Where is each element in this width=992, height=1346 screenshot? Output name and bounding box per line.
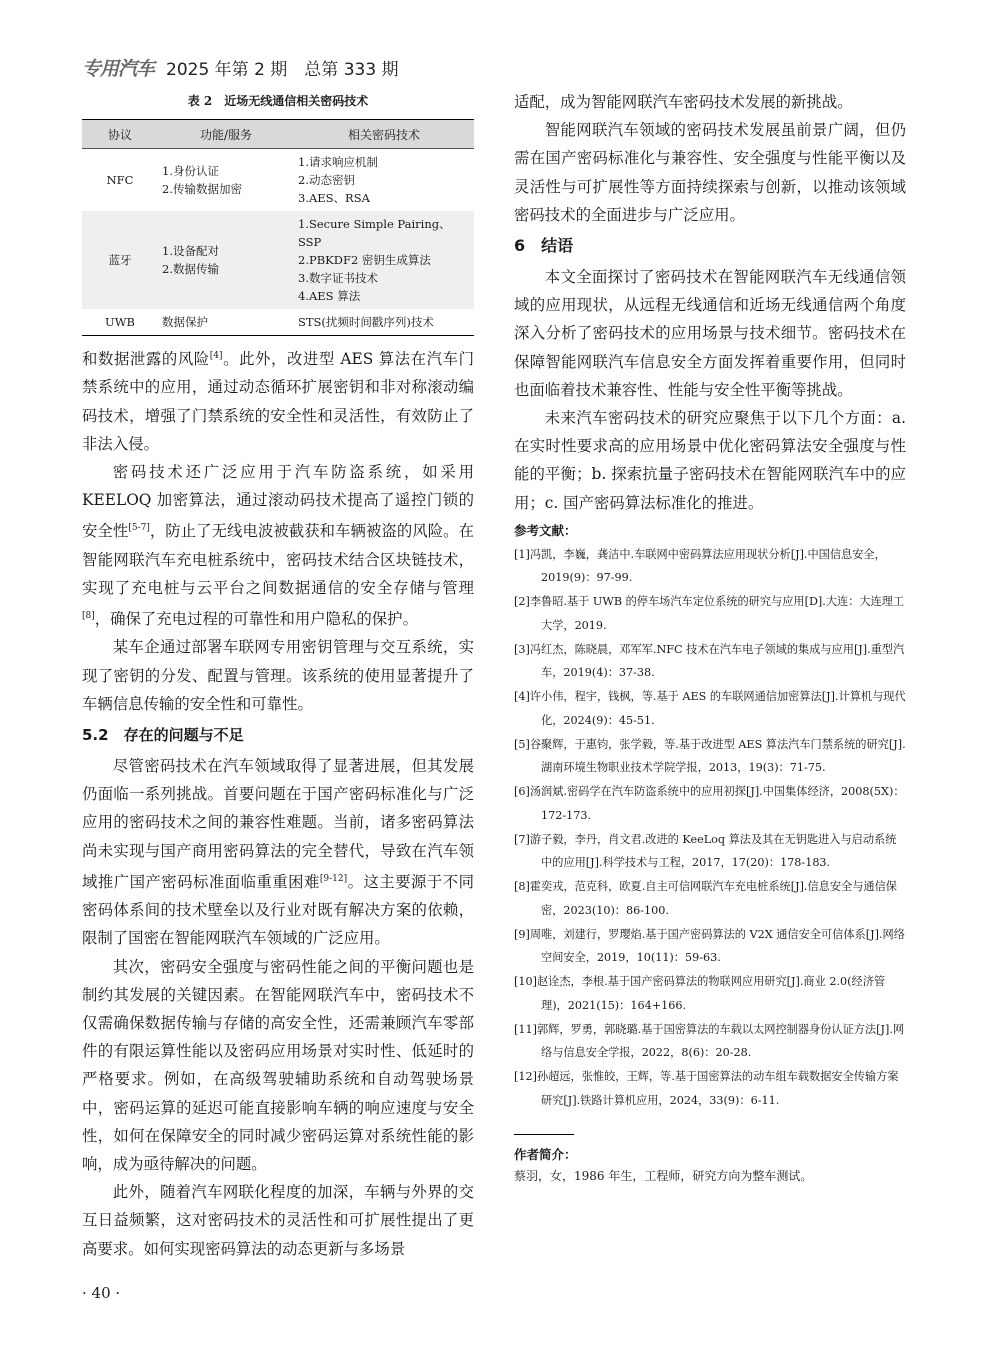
protocol-cell: NFC — [106, 173, 134, 187]
section-heading: 5.2 存在的问题与不足 — [82, 726, 244, 745]
table-header-row — [82, 120, 474, 149]
reference-item: [10]赵诠杰，李根.基于国产密码算法的物联网应用研究[J].商业 2.0(经济管理)，2021(15)：164+166. — [514, 975, 886, 1012]
tech-item: 2.PBKDF2 密钥生成算法 — [298, 253, 431, 267]
page-number: · 40 · — [82, 1284, 121, 1302]
reference-item: [1]冯凯，李巍，龚洁中.车联网中密码算法应用现状分析[J].中国信息安全，2019(9)：97-99. — [514, 547, 886, 585]
function-item: 1.身份认证 — [162, 164, 219, 178]
reference-item: [11]郭辉，罗勇，郭晓璐.基于国密算法的车载以太网控制器身份认证方法[J].网络与信息安全学报，2022，8(6)：20-28. — [514, 1022, 905, 1060]
function-item: 数据保护 — [162, 315, 208, 329]
function-item: 2.数据传输 — [162, 262, 219, 276]
paragraph: 未来汽车密码技术的研究应聚焦于以下几个方面：a. 在实时性要求高的应用场景中优化密码算法安全强度与性能的平衡；b. 探索抗量子密码技术在智能网联汽车中的应用；c. 国产密码算法标准化的推进。 — [514, 409, 906, 512]
protocol-cell: 蓝牙 — [108, 253, 132, 267]
paragraph: 某车企通过部署车联网专用密钥管理与交互系统，实现了密钥的分发、配置与管理。该系统的使用显著提升了车辆信息传输的安全性和可靠性。 — [82, 638, 474, 713]
reference-item: [5]谷聚辉，于惠钧，张学毅，等.基于改进型 AES 算法汽车门禁系统的研究[J].湖南环境生物职业技术学院学报，2013，19(3)：71-75. — [514, 737, 906, 775]
reference-item: [12]孙超远，张惟皎，王辉，等.基于国密算法的动车组车载数据安全传输方案研究[J].铁路计算机应用，2024，33(9)：6-11. — [514, 1070, 899, 1107]
reference-item: [2]李鲁昭.基于 UWB 的停车场汽车定位系统的研究与应用[D].大连：大连理工大学，2019. — [514, 595, 905, 632]
footnote-divider — [514, 1134, 574, 1135]
paragraph: 此外，随着汽车网联化程度的加深，车辆与外界的交互日益频繁，这对密码技术的灵活性和可扩展性提出了更高要求。如何实现密码算法的动态更新与多场景 — [82, 1183, 474, 1258]
function-cell — [158, 149, 294, 212]
section-heading: 6 结语 — [514, 236, 574, 256]
paragraph: 密码技术还广泛应用于汽车防盗系统，如采用 KEELOQ 加密算法，通过滚动码技术提高了遥控门锁的安全性[5-7]，防止了无线电波被截获和车辆被盗的风险。在智能网联汽车充电桩系统中，密码技术结合区块链技术，实现了充电桩与云平台之间数据通信的安全存储与管理[8]，确保了充电过程的可靠性和用户隐私的保护。 — [82, 462, 474, 629]
right-column — [514, 88, 906, 1184]
tech-item: 3.数字证书技术 — [298, 271, 378, 285]
paragraph: 适配，成为智能网联汽车密码技术发展的新挑战。 — [514, 93, 853, 111]
function-item: 1.设备配对 — [162, 244, 219, 258]
references-heading: 参考文献： — [514, 522, 577, 538]
paragraph: 本文全面探讨了密码技术在智能网联汽车无线通信领域的应用现状，从远程无线通信和近场无线通信两个角度深入分析了密码技术的应用场景与技术细节。密码技术在保障智能网联汽车信息安全方面发挥着重要作用，但同时也面临着技术兼容性、性能与安全性平衡等挑战。 — [514, 268, 906, 399]
citation: [4] — [209, 351, 223, 361]
citation: [8] — [82, 611, 95, 622]
page-header — [82, 52, 399, 82]
tech-item: 3.AES、RSA — [298, 191, 370, 205]
nfc-table — [82, 119, 474, 336]
function-cell — [158, 211, 294, 309]
table-row — [82, 149, 474, 212]
paragraph: 尽管密码技术在汽车领域取得了显著进展，但其发展仍面临一系列挑战。首要问题在于国产密码标准化与广泛应用的密码技术之间的兼容性难题。当前，诸多密码算法尚未实现与国产商用密码算法的完全替代，导致在汽车领域推广国产密码标准面临重重困难[9-12]。这主要源于不同密码体系间的技术壁垒以及行业对既有解决方案的依赖，限制了国密在智能网联汽车领域的广泛应用。 — [82, 757, 474, 948]
tech-item: 1.Secure Simple Pairing、SSP — [298, 217, 451, 249]
references-list — [514, 543, 906, 1113]
citation: [9-12] — [319, 873, 348, 884]
tech-item: 2.动态密钥 — [298, 173, 355, 187]
tech-item: 4.AES 算法 — [298, 289, 361, 303]
author-heading: 作者简介： — [514, 1147, 577, 1163]
function-item: 2.传输数据加密 — [162, 182, 242, 196]
journal-logo: 专用汽车 — [82, 57, 155, 80]
table-caption: 表 2 近场无线通信相关密码技术 — [187, 94, 369, 108]
tech-cell — [294, 149, 474, 212]
citation: [5-7] — [128, 523, 150, 534]
header-protocol: 协议 — [107, 127, 132, 142]
paragraph: 和数据泄露的风险[4]。此外，改进型 AES 算法在汽车门禁系统中的应用，通过动态循环扩展密钥和非对称滚动编码技术，增强了门禁系统的安全性和灵活性，有效防止了非法入侵。 — [82, 350, 474, 453]
header-function: 功能/服务 — [199, 127, 253, 142]
reference-item: [6]汤润斌.密码学在汽车防盗系统中的应用初探[J].中国集体经济，2008(5X)：172-173. — [514, 785, 905, 822]
author-bio: 蔡羽，女，1986 年生，工程师，研究方向为整车测试。 — [514, 1169, 813, 1184]
reference-item: [3]冯红杰，陈晓晨，邓军军.NFC 技术在汽车电子领域的集成与应用[J].重型汽车，2019(4)：37-38. — [514, 642, 905, 680]
paragraph: 智能网联汽车领域的密码技术发展虽前景广阔，但仍需在国产密码标准化与兼容性、安全强度与性能平衡以及灵活性与可扩展性等方面持续探索与创新，以推动该领域密码技术的全面进步与广泛应用。 — [514, 121, 906, 224]
left-column — [82, 88, 474, 1263]
tech-item: STS(扰频时间戳序列)技术 — [298, 315, 434, 329]
paragraph: 其次，密码安全强度与密码性能之间的平衡问题也是制约其发展的关键因素。在智能网联汽车中，密码技术不仅需确保数据传输与存储的高安全性，还需兼顾汽车零部件的有限运算性能以及密码应用场景对实时性、低延时的严格要求。例如，在高级驾驶辅助系统和自动驾驶场景中，密码运算的延迟可能直接影响车辆的响应速度与安全性，如何在保障安全的同时减少密码运算对系统性能的影响，成为亟待解决的问题。 — [82, 957, 474, 1173]
reference-item: [8]霍奕戎，范克科，欧夏.自主可信网联汽车充电桩系统[J].信息安全与通信保密，2023(10)：86-100. — [514, 880, 897, 917]
issue-info: 2025 年第 2 期 总第 333 期 — [166, 59, 399, 80]
tech-cell — [294, 211, 474, 309]
header-tech: 相关密码技术 — [347, 127, 420, 142]
protocol-cell: UWB — [105, 315, 135, 329]
function-cell — [158, 309, 294, 336]
tech-cell — [294, 309, 474, 336]
tech-item: 1.请求响应机制 — [298, 155, 378, 169]
reference-item: [4]许小伟，程宇，钱枫，等.基于 AES 的车联网通信加密算法[J].计算机与现代化，2024(9)：45-51. — [514, 690, 906, 727]
reference-item: [7]游子毅，李丹，肖文君.改进的 KeeLoq 算法及其在无钥匙进入与启动系统中的应用[J].科学技术与工程，2017，17(20)：178-183. — [514, 832, 897, 870]
table-row — [82, 211, 474, 309]
table-row — [82, 309, 474, 336]
reference-item: [9]周唯，刘建行，罗璎焰.基于国产密码算法的 V2X 通信安全可信体系[J].网络空间安全，2019，10(11)：59-63. — [514, 927, 905, 965]
